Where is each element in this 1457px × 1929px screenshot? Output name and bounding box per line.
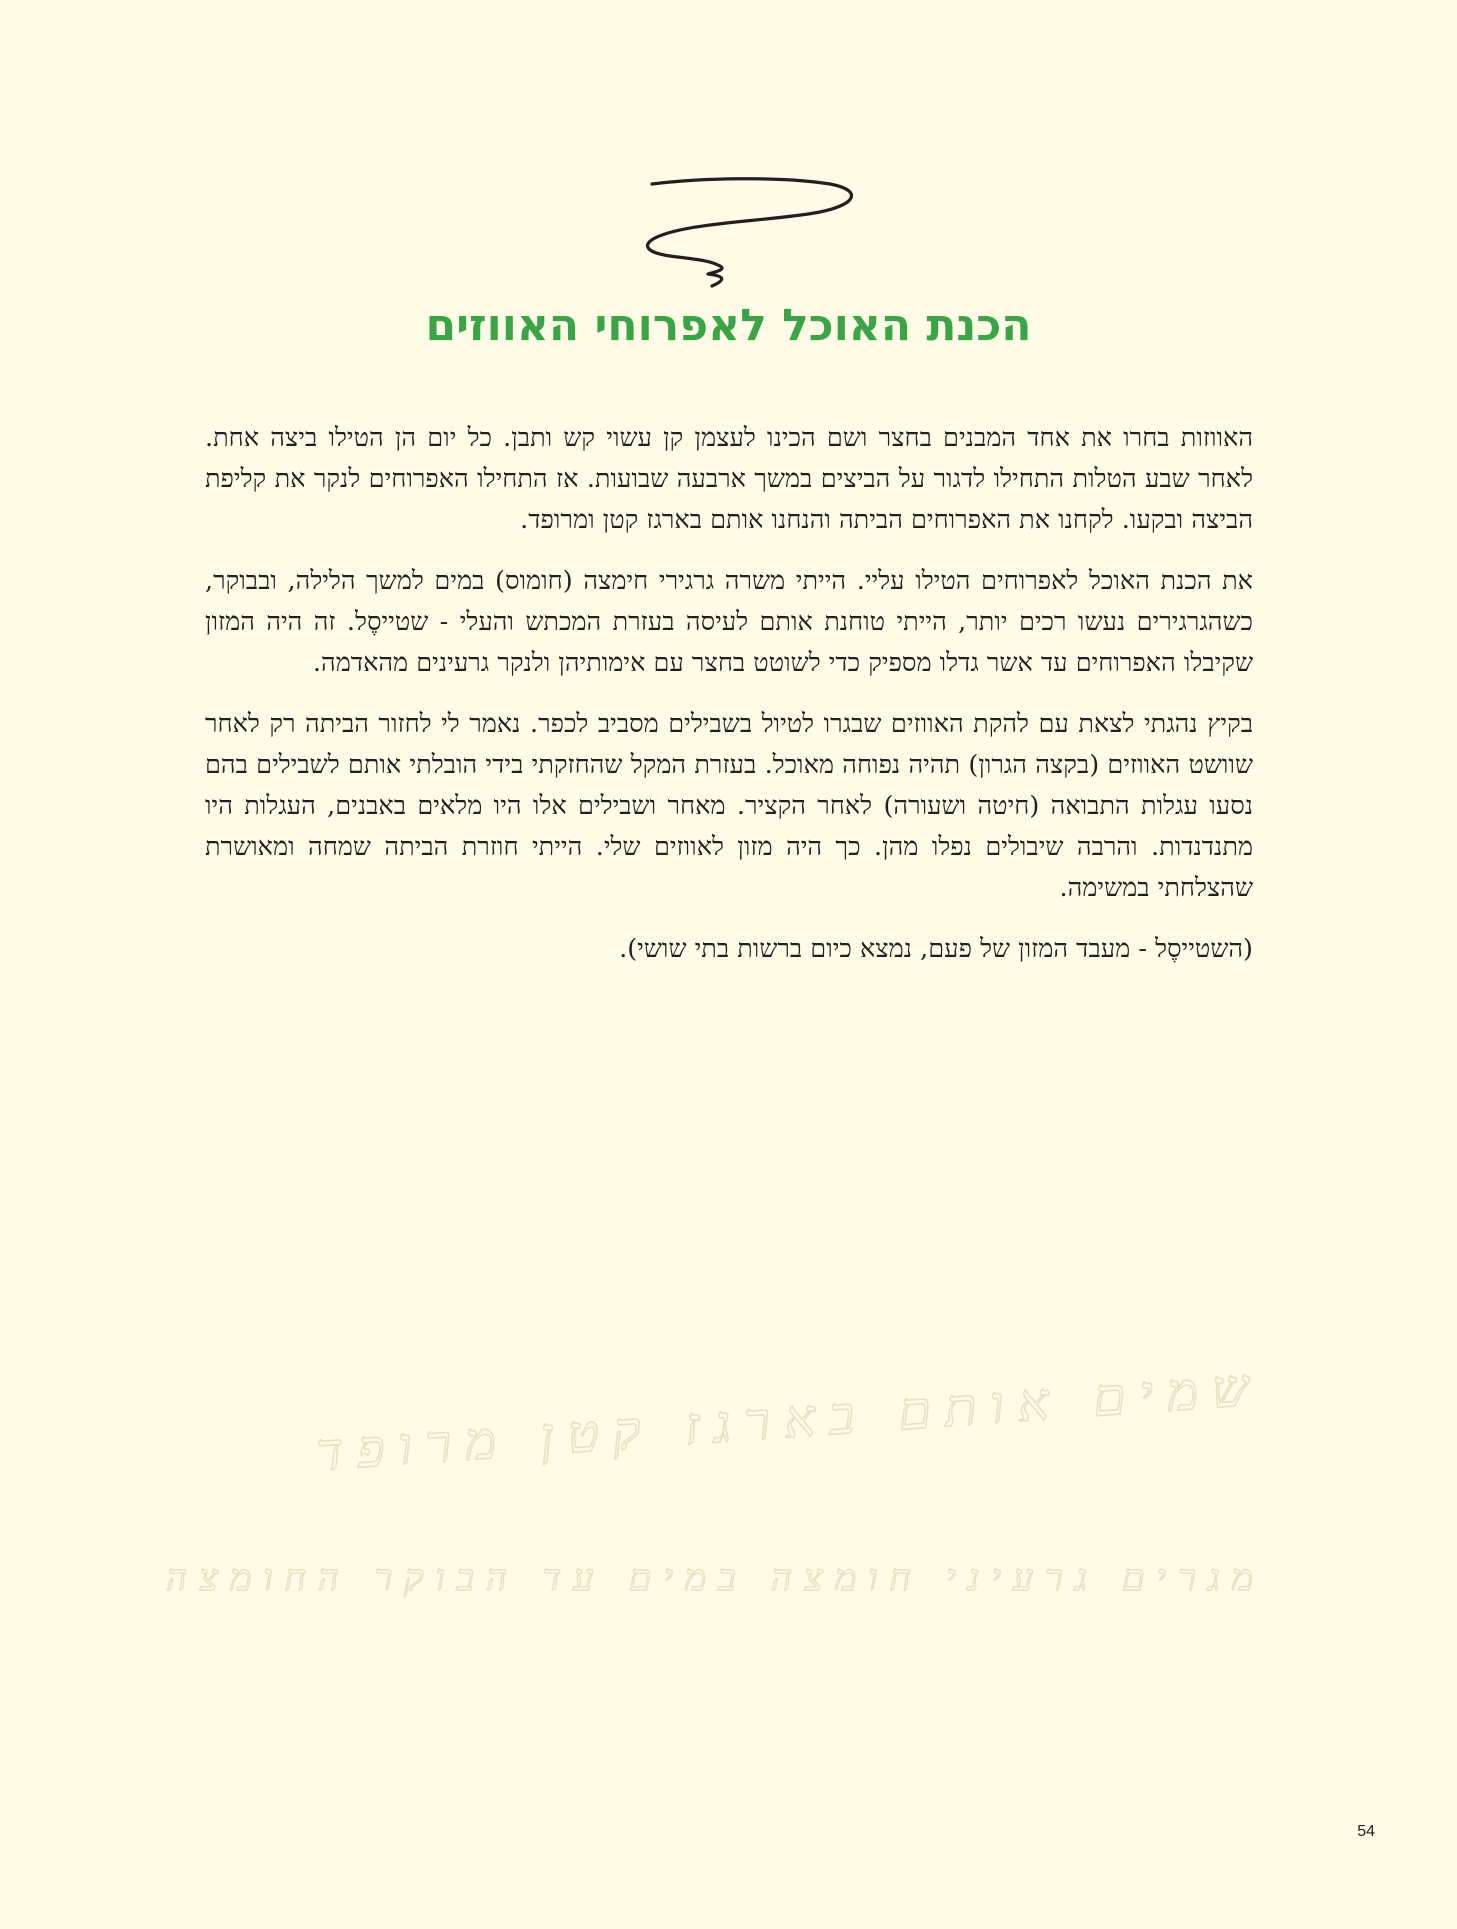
decorative-squiggle-icon [630, 170, 870, 290]
page-number: 54 [1357, 1823, 1375, 1840]
paragraph-4: (השטייסֶל - מעבד המזון של פעם, נמצא כיום ברשות בתי שושי). [619, 934, 1253, 964]
paragraph-3: בקיץ נהגתי לצאת עם להקת האווזים שבגרו לטיול בשבילים מסביב לכפר. נאמר לי לחזור הביתה רק לאחר שוושט האווזים (בקצה הגרון) תהיה נפוחה מאוכל. בעזרת המקל שהחזקתי בידי הובלתי אותם לשבילים בהם נסעו עגלות התבואה (חיטה ושעורה) לאחר הקציר. מאחר ושבילים אלו היו מלאים באבנים, העגלות היו מתנדנדות. והרבה שיבולים נפלו מהן. כך היה מזון לאווזים שלי. הייתי חוזרת הביתה שמחה ומאושרת שהצלחתי במשימה. [205, 709, 1254, 903]
paragraph-1: האווזות בחרו את אחד המבנים בחצר ושם הכינו לעצמן קן עשוי קש ותבן. כל יום הן הטילו ביצה אחת. לאחר שבע הטלות התחילו לדגור על הביצים במשך ארבעה שבועות. אז התחילו האפרוחים לנקר את קליפת הביצה ובקעו. לקחנו את האפרוחים הביתה והנחנו אותם בארגז קטן ומרופד. [205, 423, 1253, 535]
handwritten-line-1: שמים אותם בארגז קטן מרופד [314, 1357, 1265, 1484]
handwritten-note [150, 1340, 1290, 1640]
body-text [205, 418, 1253, 990]
page-title: הכנת האוכל לאפרוחי האווזים [425, 300, 1032, 351]
handwritten-line-2: מגרים גרעיני חומצה במים עד הבוקר החומצה [166, 1558, 1265, 1599]
paragraph-2: את הכנת האוכל לאפרוחים הטילו עליי. הייתי משרה גרגירי חימצה (חומוס) במים למשך הלילה, ובבוקר, כשהגרגירים נעשו רכים יותר, הייתי טוחנת אותם לעיסה בעזרת המכתש והעלי - שטייסֶל. זה היה המזון שקיבלו האפרוחים עד אשר גדלו מספיק כדי לשוטט בחצר עם אימותיהן ולנקר גרעינים מהאדמה. [205, 566, 1253, 678]
